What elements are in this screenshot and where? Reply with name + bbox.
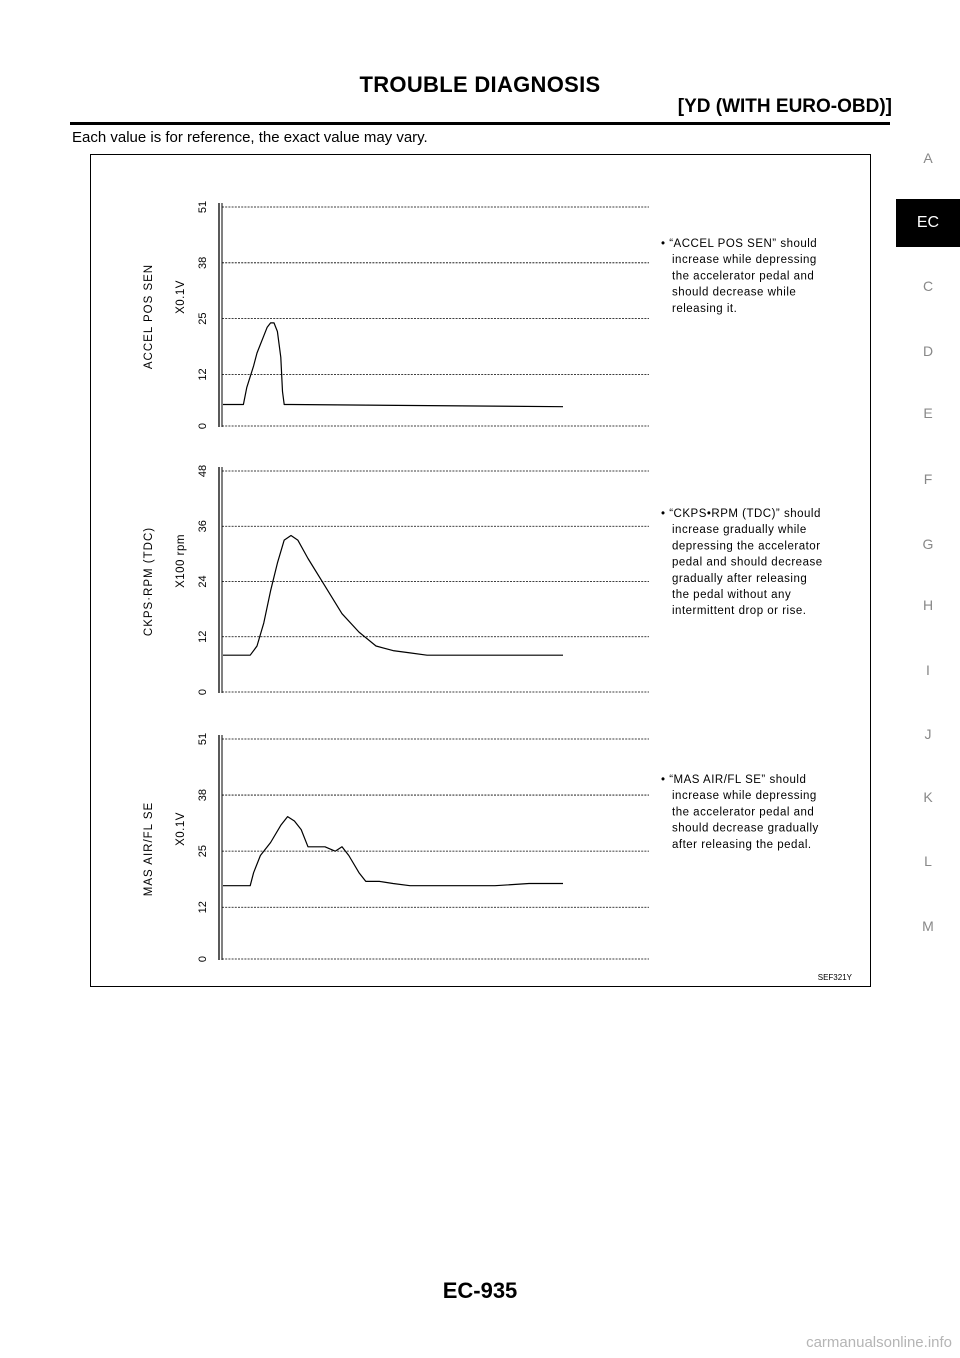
- side-tab-e[interactable]: E: [923, 405, 933, 421]
- chart-1-tick-label: 51: [197, 200, 209, 214]
- chart-3-tick-label: 0: [197, 955, 209, 963]
- side-tab-i[interactable]: I: [926, 662, 930, 678]
- chart-3-tick-label: 25: [197, 845, 209, 858]
- side-tab-k[interactable]: K: [923, 789, 933, 805]
- side-tab-j[interactable]: J: [924, 726, 932, 742]
- figure-code: SEF321Y: [817, 973, 852, 982]
- chart-2-title: CKPS·RPM (TDC): [143, 526, 155, 637]
- chart-3-tick-label: 51: [197, 732, 209, 746]
- side-tab-d[interactable]: D: [922, 343, 934, 359]
- waveform-charts: [91, 155, 872, 988]
- waveform-figure: [90, 154, 871, 987]
- chart-3-note-line: increase while depressing: [672, 790, 817, 803]
- header-rule: [70, 122, 890, 125]
- page-subtitle: [YD (WITH EURO-OBD)]: [677, 96, 892, 117]
- side-tab-g[interactable]: G: [922, 536, 934, 552]
- chart-1-tick-label: 0: [197, 422, 209, 430]
- chart-2-ylabel: X100 rpm: [175, 534, 187, 588]
- chart-3-tick-label: 38: [197, 788, 209, 802]
- chart-3-ylabel: X0.1V: [175, 812, 187, 846]
- side-tab-ec[interactable]: EC: [896, 199, 960, 247]
- chart-2-tick-label: 12: [197, 630, 209, 643]
- chart-2-note-line: pedal and should decrease: [672, 556, 823, 569]
- side-tab-c[interactable]: C: [922, 278, 934, 294]
- chart-3-title: MAS AIR/FL SE: [143, 801, 155, 897]
- chart-1-note-line: increase while depressing: [672, 254, 817, 267]
- chart-3-tick-label: 12: [197, 901, 209, 914]
- chart-3-note-line: after releasing the pedal.: [672, 838, 812, 851]
- chart-1-series-line: [223, 323, 563, 407]
- chart-3-note-line: should decrease gradually: [672, 822, 819, 835]
- chart-2-note-line: the pedal without any: [672, 589, 792, 601]
- side-tab-f[interactable]: F: [923, 471, 933, 487]
- chart-2-note-line: depressing the accelerator: [672, 540, 821, 553]
- chart-1-tick-label: 25: [197, 312, 209, 325]
- side-tab-m[interactable]: M: [922, 918, 934, 934]
- chart-3-note-line: • “MAS AIR/FL SE” should: [661, 774, 807, 786]
- watermark: carmanualsonline.info: [806, 1334, 952, 1351]
- chart-1-note-line: • “ACCEL POS SEN” should: [661, 238, 818, 250]
- chart-1-title: ACCEL POS SEN: [143, 263, 155, 370]
- chart-2-note-line: increase gradually while: [672, 524, 807, 537]
- chart-3-note-line: the accelerator pedal and: [672, 806, 815, 819]
- chart-2-tick-label: 0: [197, 688, 209, 696]
- chart-1-tick-label: 38: [197, 256, 209, 269]
- chart-2-note-line: • “CKPS•RPM (TDC)” should: [661, 508, 821, 520]
- chart-2-note-line: gradually after releasing: [672, 572, 808, 585]
- side-tab-a[interactable]: A: [923, 150, 933, 166]
- chart-1-note-line: should decrease while: [672, 286, 797, 299]
- side-tab-l[interactable]: L: [924, 853, 932, 869]
- chart-1-note-line: the accelerator pedal and: [672, 270, 815, 283]
- chart-2-tick-label: 36: [197, 520, 209, 533]
- side-tab-h[interactable]: H: [922, 597, 934, 613]
- chart-2-tick-label: 48: [197, 464, 209, 478]
- page-title: TROUBLE DIAGNOSIS: [359, 72, 601, 97]
- chart-1-ylabel: X0.1V: [175, 280, 187, 314]
- chart-2-tick-label: 24: [197, 575, 209, 588]
- chart-2-note-line: intermittent drop or rise.: [672, 605, 807, 618]
- chart-1-tick-label: 12: [197, 368, 209, 381]
- chart-2-series-line: [223, 536, 563, 656]
- intro-text: Each value is for reference, the exact value may vary.: [72, 129, 428, 146]
- chart-1-note-line: releasing it.: [672, 302, 738, 315]
- page-number: EC-935: [442, 1278, 518, 1303]
